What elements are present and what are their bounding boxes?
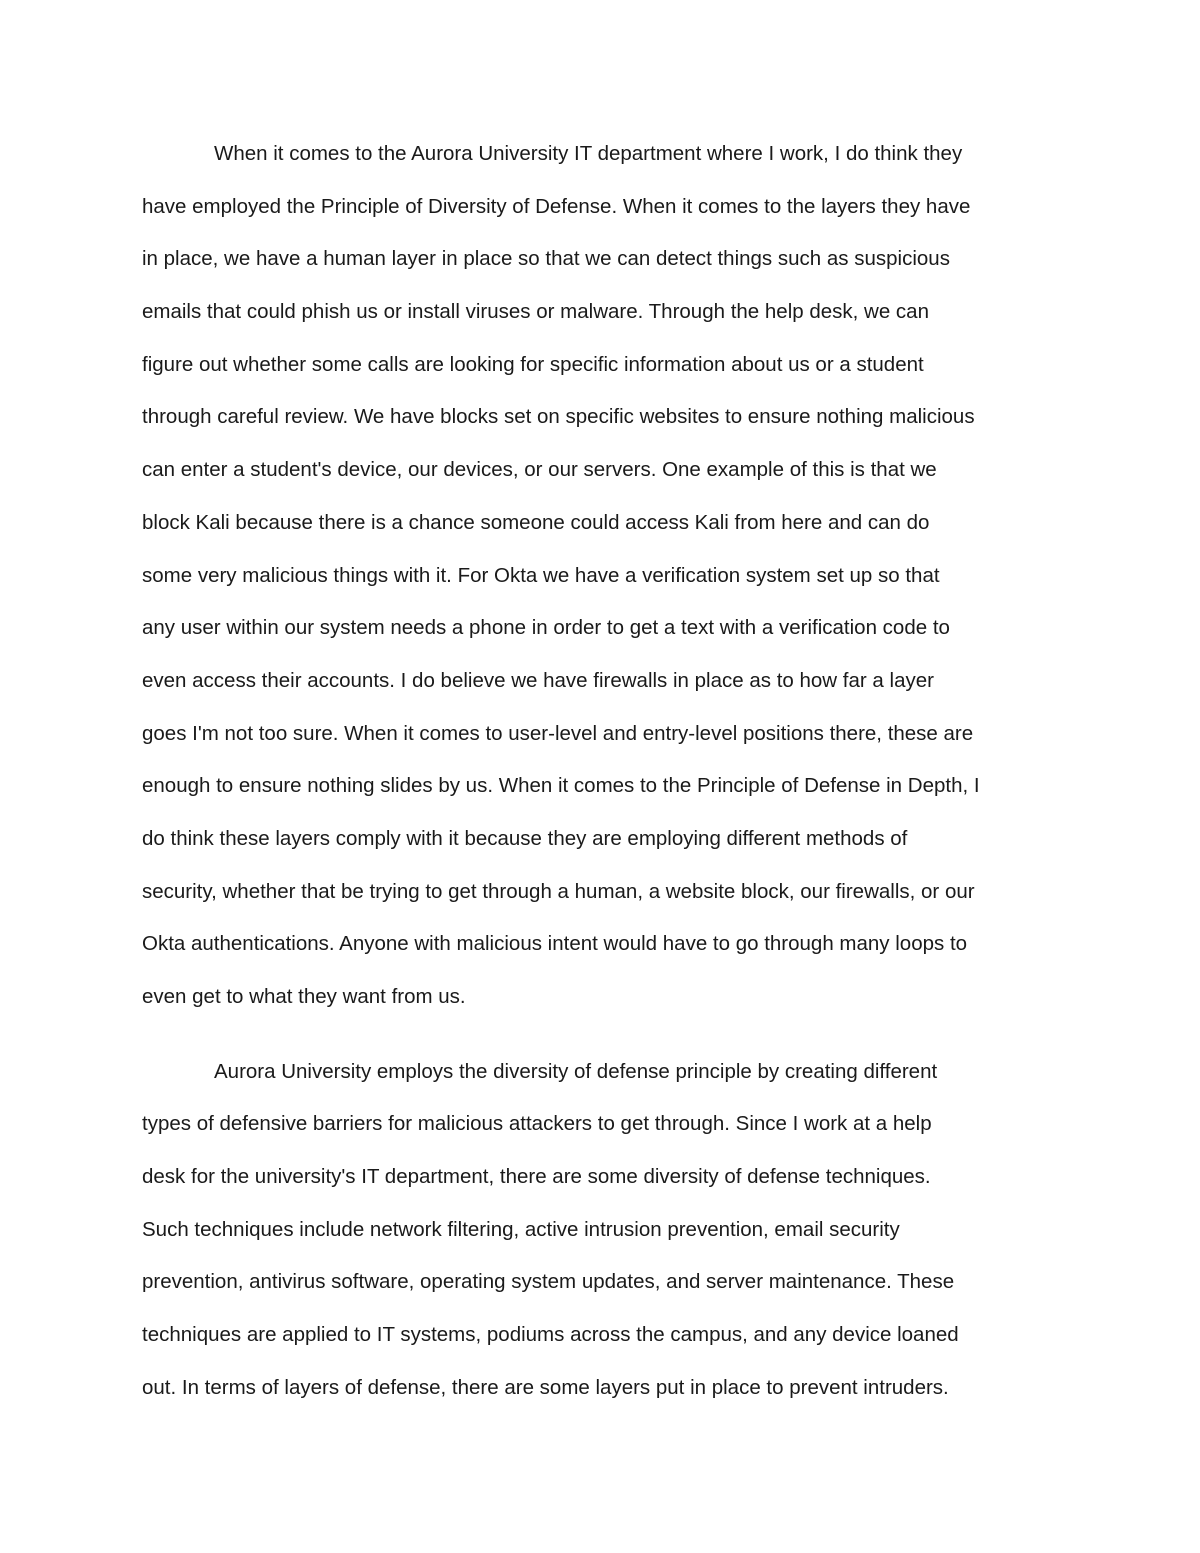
paragraph-line: techniques are applied to IT systems, podiums across the campus, and any device loaned xyxy=(142,1323,959,1347)
paragraph-line: Such techniques include network filtering, active intrusion prevention, email security xyxy=(142,1217,900,1241)
paragraph-line: Aurora University employs the diversity of defense principle by creating different xyxy=(214,1059,938,1083)
paragraph-line: security, whether that be trying to get through a human, a website block, our firewalls, or our xyxy=(142,879,975,903)
paragraph-line: emails that could phish us or install viruses or malware. Through the help desk, we can xyxy=(142,300,929,324)
paragraph-line: in place, we have a human layer in place so that we can detect things such as suspicious xyxy=(142,247,950,271)
paragraph-line: any user within our system needs a phone in order to get a text with a verification code to xyxy=(142,616,950,640)
paragraph-line: block Kali because there is a chance someone could access Kali from here and can do xyxy=(142,510,930,534)
paragraph-line: prevention, antivirus software, operating system updates, and server maintenance. These xyxy=(142,1270,955,1294)
paragraph-2 xyxy=(142,1046,1062,1415)
paragraph-line: goes I'm not too sure. When it comes to user-level and entry-level positions there, these are xyxy=(142,721,974,745)
paragraph-spacer xyxy=(142,1024,1062,1046)
paragraph-line: even access their accounts. I do believe we have firewalls in place as to how far a layer xyxy=(142,668,934,692)
paragraph-line: enough to ensure nothing slides by us. When it comes to the Principle of Defense in Depth, I xyxy=(142,774,980,798)
paragraph-line: figure out whether some calls are looking for specific information about us or a student xyxy=(142,352,924,376)
paragraph-line: Okta authentications. Anyone with malicious intent would have to go through many loops to xyxy=(142,932,968,956)
paragraph-line: desk for the university's IT department, there are some diversity of defense techniques. xyxy=(142,1165,931,1189)
paragraph-line: some very malicious things with it. For Okta we have a verification system set up so that xyxy=(142,563,940,587)
paragraph-line: out. In terms of layers of defense, there are some layers put in place to prevent intruders. xyxy=(142,1375,949,1399)
paragraph-line: do think these layers comply with it because they are employing different methods of xyxy=(142,826,908,850)
paragraph-line: through careful review. We have blocks set on specific websites to ensure nothing malicious xyxy=(142,405,975,429)
paragraph-line: have employed the Principle of Diversity of Defense. When it comes to the layers they have xyxy=(142,194,971,218)
paragraph-line: even get to what they want from us. xyxy=(142,985,466,1008)
paragraph-1 xyxy=(142,128,1062,1024)
paragraph-line: can enter a student's device, our devices, or our servers. One example of this is that we xyxy=(142,458,937,482)
paragraph-line: types of defensive barriers for malicious attackers to get through. Since I work at a help xyxy=(142,1112,932,1136)
paragraph-line: When it comes to the Aurora University IT department where I work, I do think they xyxy=(214,142,963,165)
document-body xyxy=(142,128,1062,1415)
